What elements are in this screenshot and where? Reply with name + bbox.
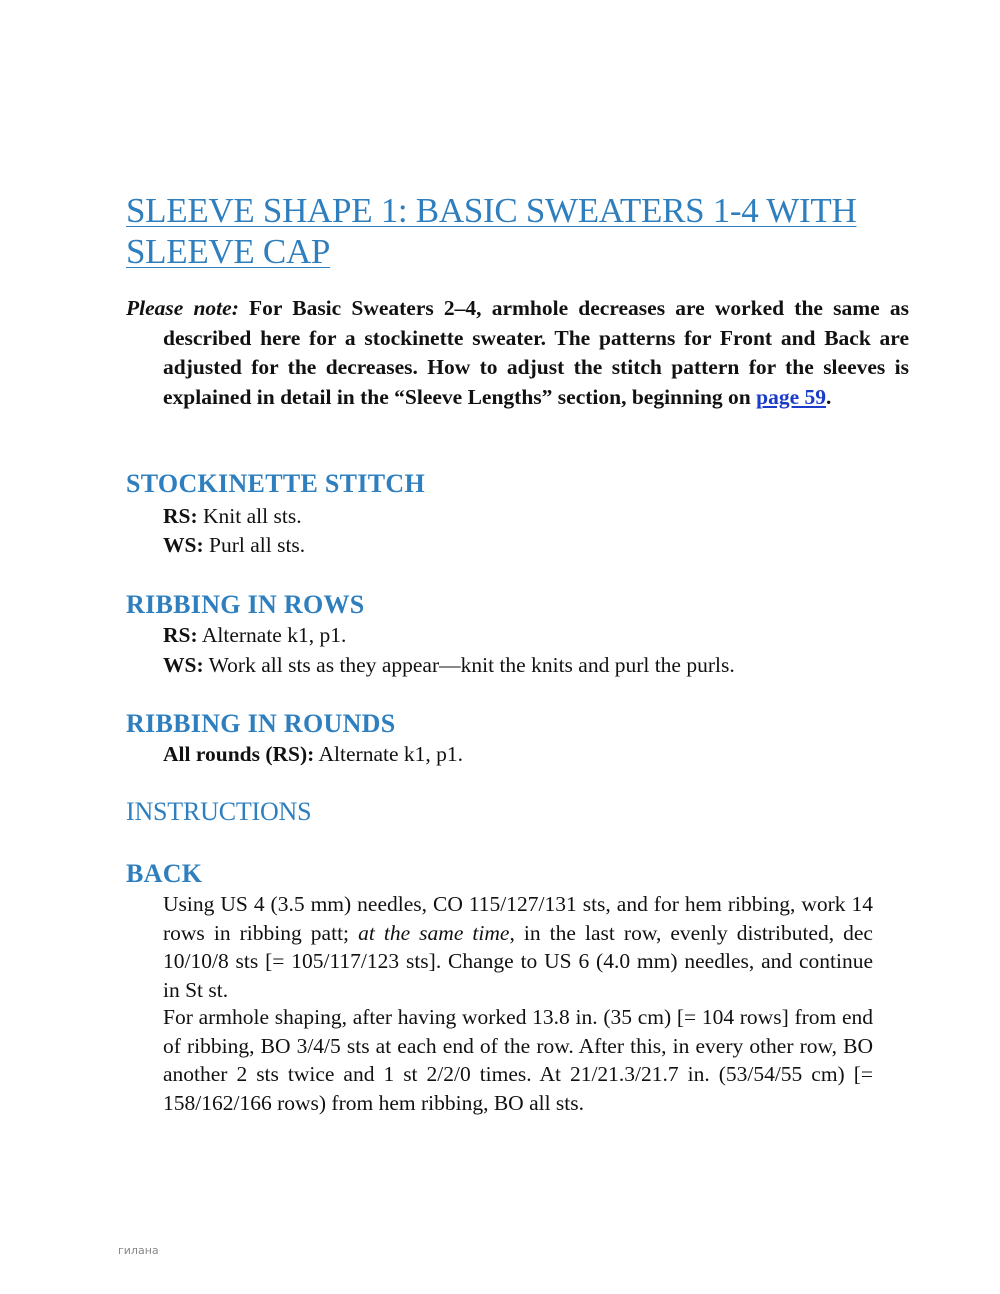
ws-text: Purl all sts.	[203, 533, 306, 557]
back-p1-end: , in the last row, evenly distributed, dec 10/10/8 sts [= 105/117/123 sts]. Change to US 6 (4.0 mm) needles, and continue in St st.	[163, 920, 873, 1002]
stockinette-ws-line	[163, 531, 305, 560]
page-59-link[interactable]: page 59	[756, 384, 826, 409]
chapter-title[interactable]: SLEEVE SHAPE 1: BASIC SWEATERS 1-4 WITH SLEEVE CAP	[126, 191, 857, 271]
ws-text: Work all sts as they appear—knit the knits and purl the purls.	[203, 653, 735, 677]
back-heading: BACK	[126, 859, 203, 888]
stockinette-rs-line	[163, 502, 302, 531]
all-rounds-label: All rounds (RS):	[163, 742, 315, 766]
back-p1-start: Using US 4 (3.5 mm) needles, CO 115/127/131 sts, and for hem ribbing, work 14 rows in ribbing patt;	[163, 892, 873, 945]
ribbing-rows-heading: RIBBING IN ROWS	[126, 590, 365, 619]
ribbing-rows-rs-line	[163, 621, 346, 650]
ws-label: WS:	[163, 533, 204, 557]
note-lead: Please note:	[126, 296, 239, 320]
rs-label: RS:	[163, 623, 198, 647]
ribbing-rounds-heading: RIBBING IN ROUNDS	[126, 709, 396, 738]
ribbing-rounds-line	[163, 740, 463, 769]
note-end: .	[825, 384, 832, 409]
footer-watermark: гилана	[118, 1244, 159, 1257]
ws-label: WS:	[163, 653, 204, 677]
please-note-paragraph	[126, 294, 909, 412]
all-rounds-text: Alternate k1, p1.	[314, 742, 464, 766]
back-paragraph-2: For armhole shaping, after having worked 13.8 in. (35 cm) [= 104 rows] from end of ribbing, BO 3/4/5 sts at each end of the row. After this, in every other row, BO another 2 sts twice and 1 st 2/2/0 times. At 21/21.3/21.7 in. (53/54/55 cm) [= 158/162/166 rows) from hem ribbing, BO all sts.	[163, 1005, 873, 1115]
stockinette-heading: STOCKINETTE STITCH	[126, 469, 425, 498]
back-paragraph-1	[163, 890, 873, 1004]
rs-text: Knit all sts.	[197, 504, 302, 528]
ribbing-rows-ws-line	[163, 651, 735, 680]
back-p1-italic: at the same time	[358, 920, 510, 945]
rs-text: Alternate k1, p1.	[197, 623, 347, 647]
note-text: For Basic Sweaters 2–4, armhole decreases are worked the same as described here for a stockinette sweater. The patterns for Front and Back are adjusted for the decreases. How to adjust the stitch pattern for the sleeves is explained in detail in the “Sleeve Lengths” section, beginning on	[163, 296, 909, 409]
instructions-heading: INSTRUCTIONS	[126, 797, 312, 826]
rs-label: RS:	[163, 504, 198, 528]
